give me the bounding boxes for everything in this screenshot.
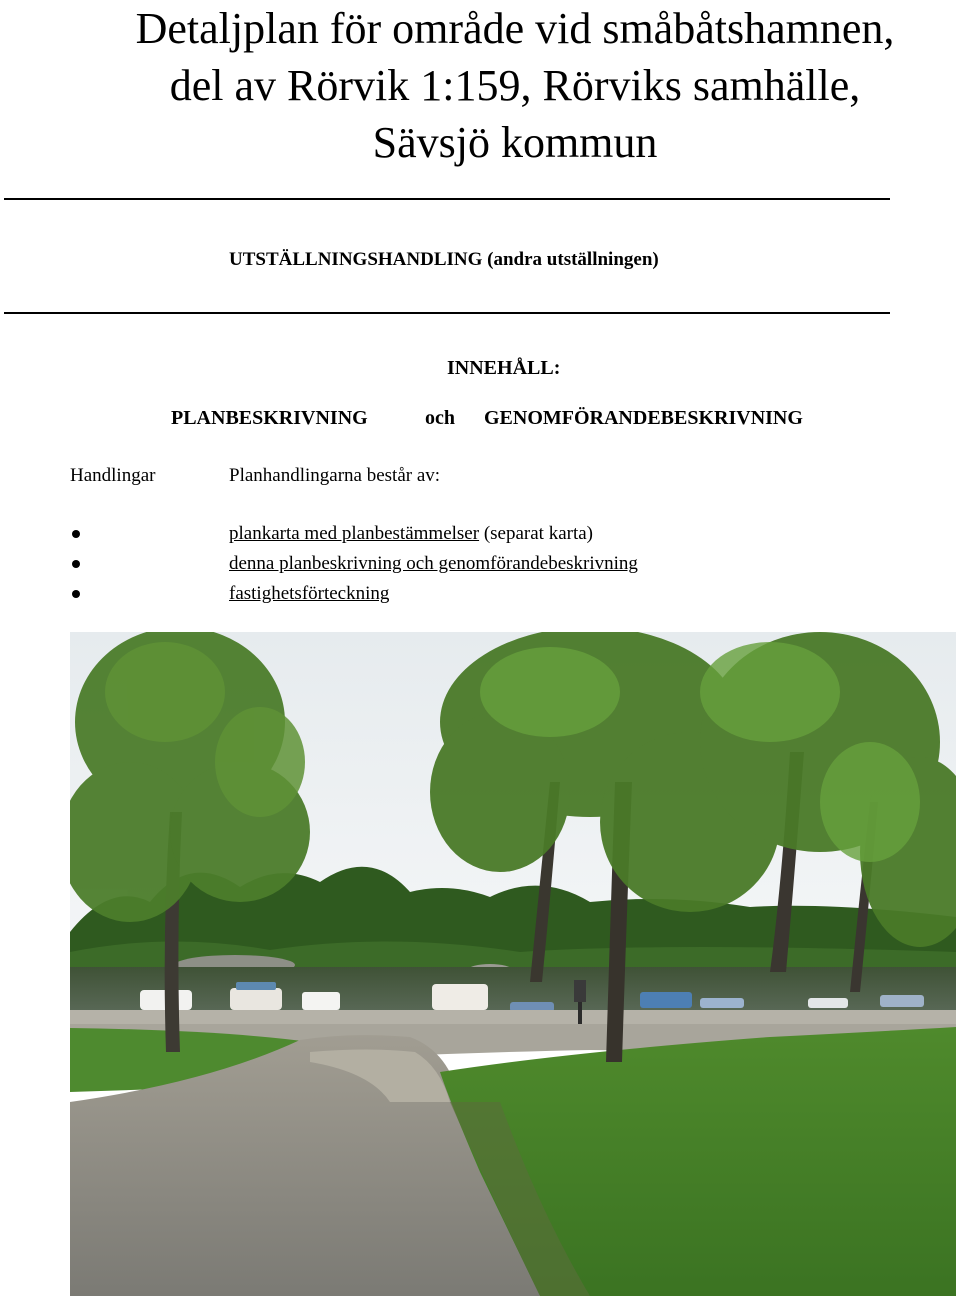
status-note: (andra utställningen) bbox=[487, 249, 659, 270]
title-line-1: Detaljplan för område vid småbåtshamnen, bbox=[135, 4, 895, 53]
contents-heading: INNEHÅLL: bbox=[447, 357, 561, 379]
contents-part-1: PLANBESKRIVNING bbox=[171, 407, 368, 429]
bottom-divider bbox=[4, 312, 890, 314]
section-intro: Planhandlingarna består av: bbox=[229, 465, 441, 486]
list-item-link[interactable]: denna planbeskrivning och genomförandebeskrivning bbox=[229, 553, 638, 574]
harbour-photo bbox=[70, 632, 956, 1296]
document-status bbox=[229, 249, 659, 271]
bullet-icon bbox=[72, 560, 80, 568]
list-item-link[interactable]: plankarta med planbestämmelser bbox=[229, 523, 480, 544]
bullet-icon bbox=[72, 590, 80, 598]
top-divider bbox=[4, 198, 890, 200]
status-label: UTSTÄLLNINGSHANDLING bbox=[229, 249, 483, 270]
contents-part-2: GENOMFÖRANDEBESKRIVNING bbox=[484, 407, 803, 429]
contents-and: och bbox=[425, 407, 455, 429]
section-label-handlingar: Handlingar bbox=[70, 465, 156, 486]
document-title bbox=[0, 0, 960, 171]
bullet-icon bbox=[72, 530, 80, 538]
title-line-3: Sävsjö kommun bbox=[372, 118, 658, 167]
list-item-note: (separat karta) bbox=[479, 523, 594, 544]
title-line-2: del av Rörvik 1:159, Rörviks samhälle, bbox=[169, 61, 861, 110]
list-item-link[interactable]: fastighetsförteckning bbox=[229, 583, 390, 604]
